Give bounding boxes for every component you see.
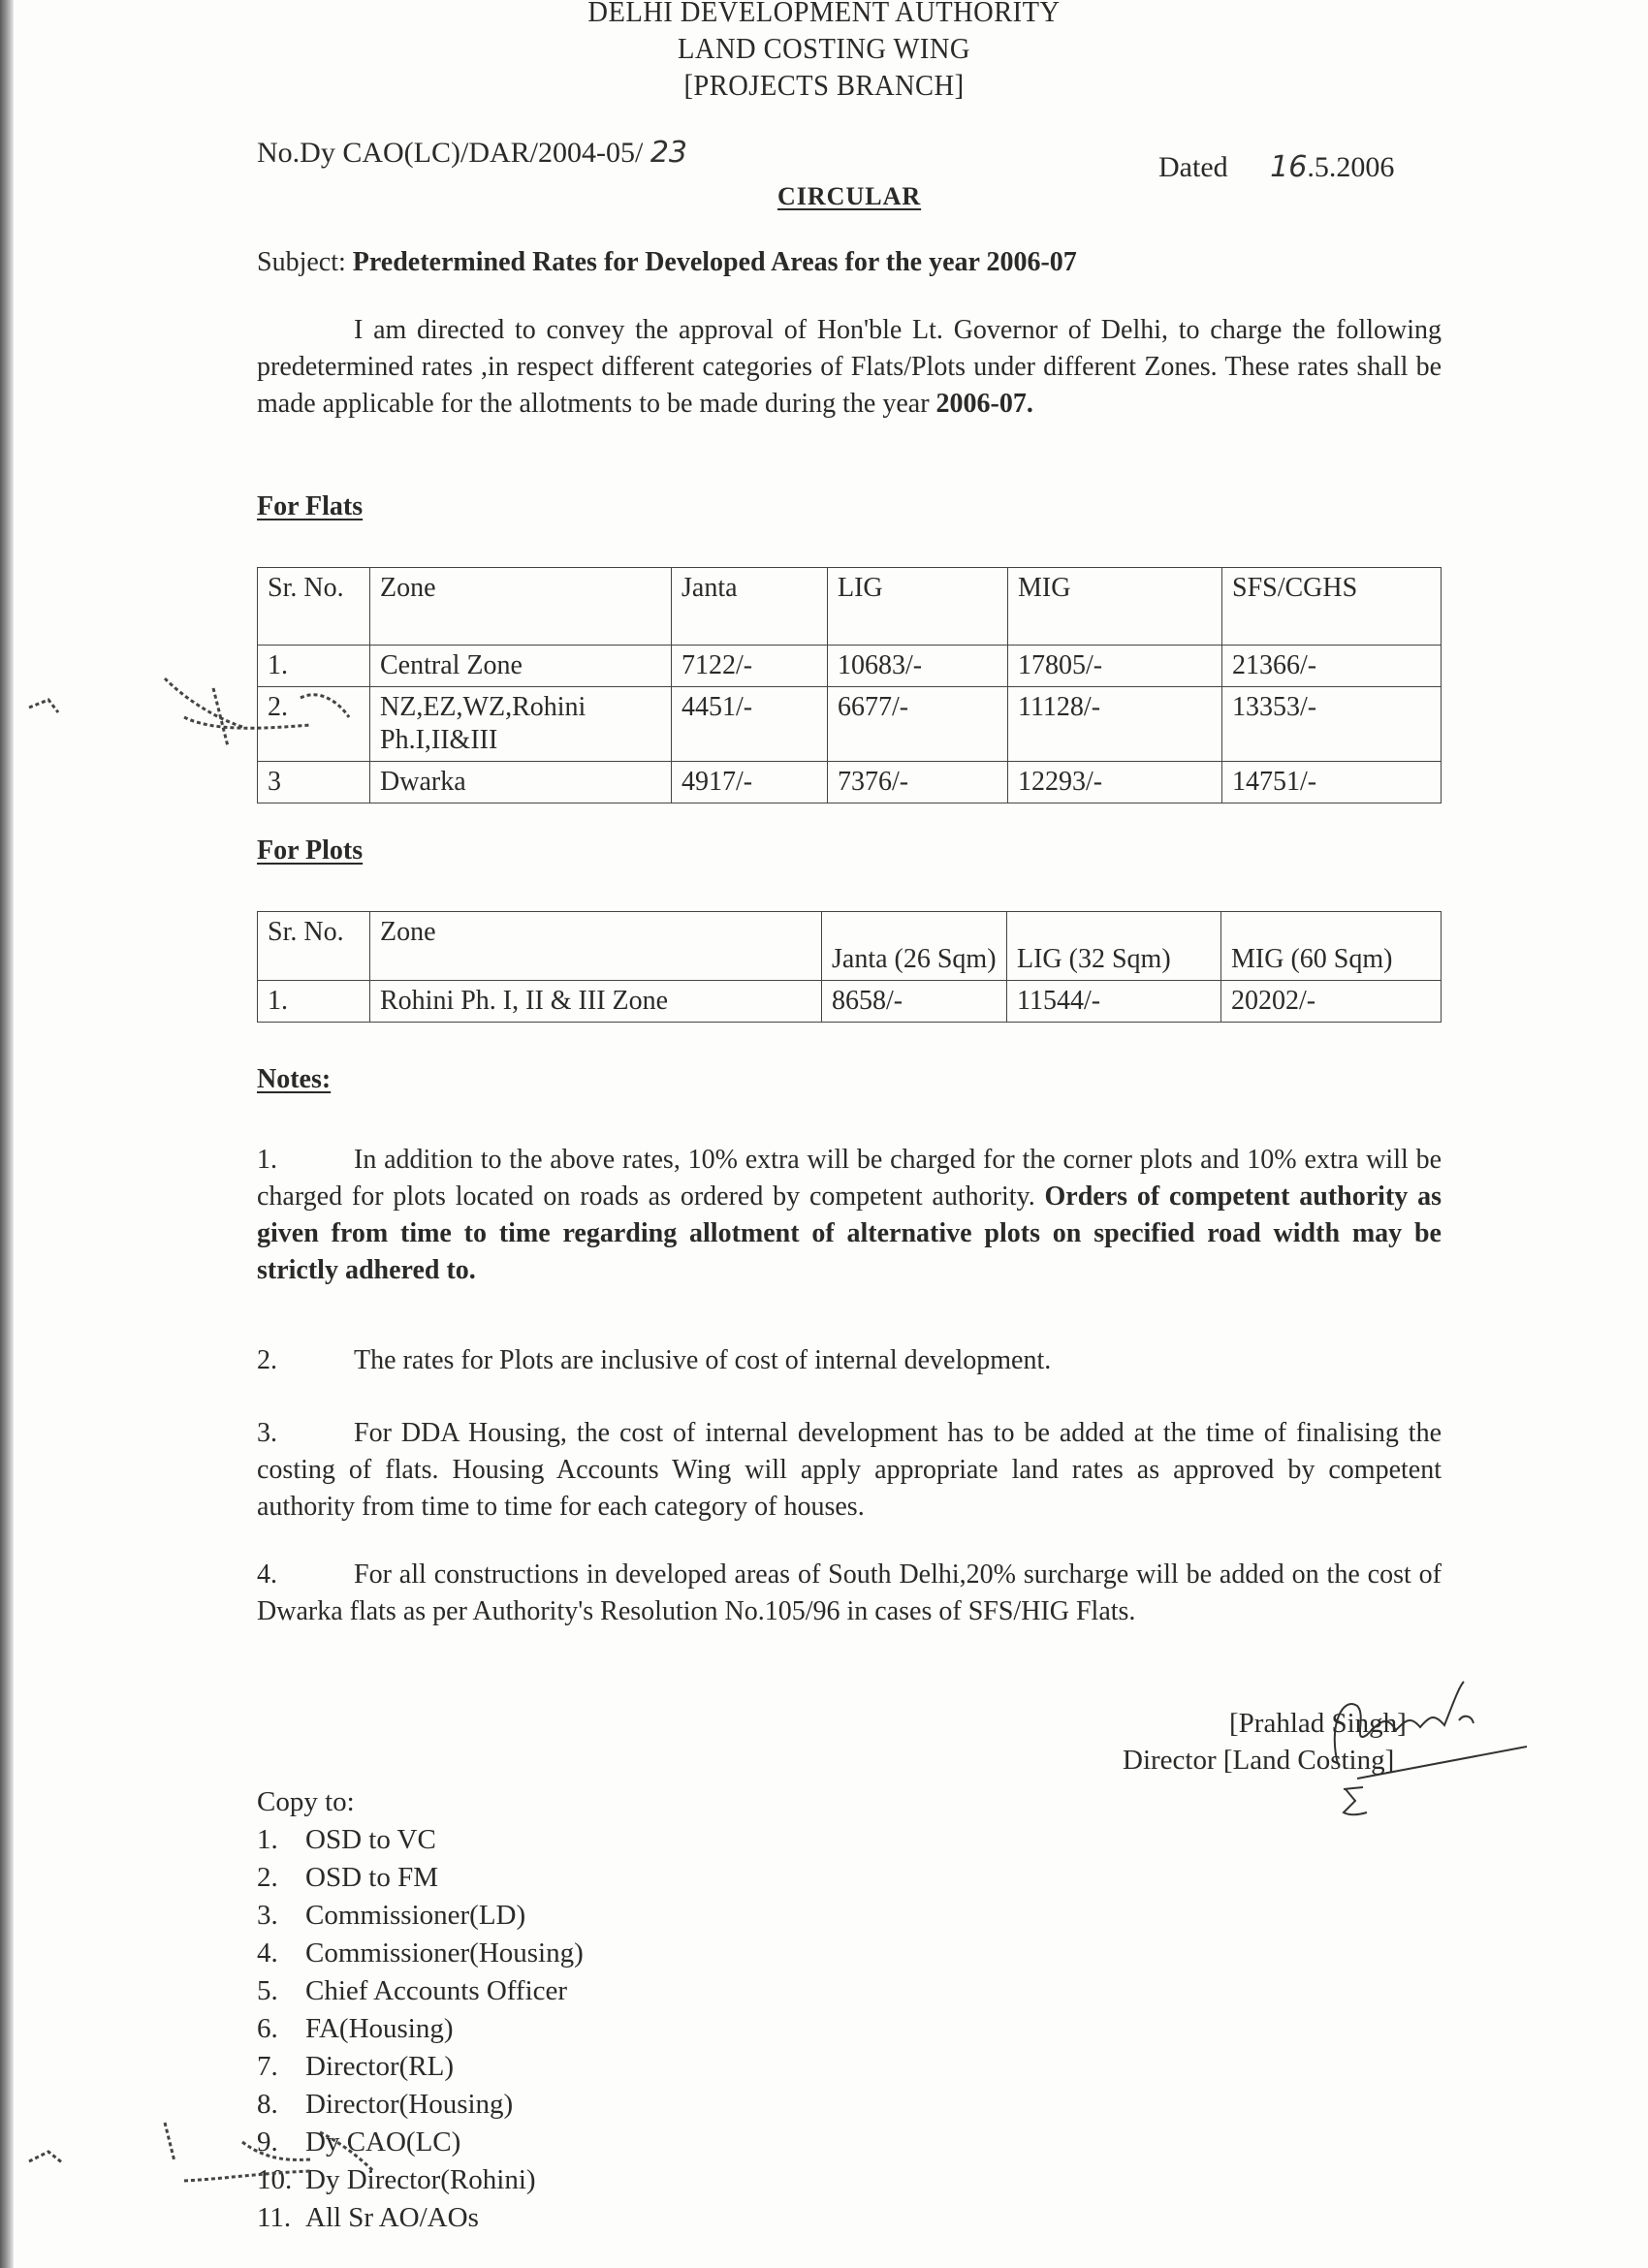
flats-heading: For Flats (257, 491, 364, 521)
list-item-number: 6. (257, 2013, 278, 2044)
list-item-number: 11. (257, 2202, 292, 2233)
signatory-designation: Director [Land Costing] (1123, 1745, 1395, 1776)
list-item (257, 1972, 584, 2010)
notes-heading: Notes: (257, 1064, 332, 1094)
column-header: Janta (26 Sqm) (822, 912, 1007, 981)
column-header: LIG (828, 568, 1008, 646)
scan-edge-shadow (0, 0, 14, 2268)
note-number: 4. (257, 1559, 277, 1590)
plots-table (257, 911, 1442, 1023)
list-item-number: 4. (257, 1937, 278, 1969)
note-item (257, 1142, 1442, 1289)
list-item-number: 9. (257, 2126, 278, 2158)
column-header: SFS/CGHS (1222, 568, 1442, 646)
copy-to-heading: Copy to: (257, 1786, 355, 1817)
list-item-text: OSD to FM (305, 1862, 438, 1893)
table-cell: Dwarka (370, 762, 672, 803)
list-item-number: 2. (257, 1862, 278, 1893)
column-header: Sr. No. (258, 568, 370, 646)
table-row (258, 646, 1442, 687)
subject-label: Subject: (257, 247, 346, 277)
list-item (257, 1935, 584, 1972)
column-header: Janta (672, 568, 828, 646)
list-item (257, 2010, 584, 2048)
column-header: LIG (32 Sqm) (1007, 912, 1221, 981)
note-item (257, 1557, 1442, 1630)
note-number: 1. (257, 1145, 277, 1175)
table-header-row (258, 912, 1442, 981)
table-cell: 14751/- (1222, 762, 1442, 803)
wing-name: LAND COSTING WING (678, 31, 970, 65)
circular-title: CIRCULAR (777, 182, 922, 210)
table-cell: 11544/- (1007, 981, 1221, 1023)
table-cell: 1. (258, 981, 370, 1023)
table-cell: 4451/- (672, 687, 828, 762)
intro-text: I am directed to convey the approval of Hon'ble Lt. Governor of Delhi, to charge the following predetermined rates ,in respect different categories of Flats/Plots under different Zones. These rates shall be made applicable for the allotments to be made during the year (257, 315, 1442, 419)
list-item-number: 7. (257, 2051, 278, 2082)
list-item-text: All Sr AO/AOs (305, 2202, 479, 2233)
table-row (258, 762, 1442, 803)
subject-line (257, 247, 1077, 278)
table-header-row (258, 568, 1442, 646)
dated-rest: .5.2006 (1307, 151, 1395, 183)
list-item (257, 1821, 584, 1859)
column-header: Zone (370, 568, 672, 646)
table-cell: NZ,EZ,WZ,Rohini Ph.I,II&III (370, 687, 672, 762)
list-item-text: Dy Director(Rohini) (305, 2164, 536, 2195)
table-cell: 12293/- (1008, 762, 1222, 803)
note-text: For DDA Housing, the cost of internal development has to be added at the time of finalising the costing of flats. Housing Accounts Wing will apply appropriate land rates as approved by competent authority from time to time for each category of houses. (257, 1418, 1442, 1522)
intro-paragraph (257, 312, 1442, 423)
list-item-text: Dy CAO(LC) (305, 2126, 461, 2158)
list-item-text: Commissioner(LD) (305, 1900, 526, 1931)
list-item-text: FA(Housing) (305, 2013, 454, 2044)
note-bold-text: Orders of competent authority as given from time to time regarding allotment of alternative plots on specified road width may be strictly adhered to. (257, 1181, 1442, 1285)
table-cell: Rohini Ph. I, II & III Zone (370, 981, 822, 1023)
table-cell: 4917/- (672, 762, 828, 803)
org-name: DELHI DEVELOPMENT AUTHORITY (587, 0, 1061, 28)
table-cell: 20202/- (1221, 981, 1442, 1023)
table-row (258, 687, 1442, 762)
dated-label: Dated (1158, 151, 1228, 183)
table-cell: 2. (258, 687, 370, 762)
list-item-text: Commissioner(Housing) (305, 1937, 584, 1969)
initials-mark (1336, 1783, 1375, 1822)
table-cell: 6677/- (828, 687, 1008, 762)
table-cell: 21366/- (1222, 646, 1442, 687)
dated-handwritten-day: 16 (1270, 150, 1308, 184)
table-cell: 17805/- (1008, 646, 1222, 687)
list-item-number: 5. (257, 1975, 278, 2006)
list-item-text: Director(RL) (305, 2051, 454, 2082)
list-item (257, 1859, 584, 1897)
table-cell: Central Zone (370, 646, 672, 687)
column-header: Sr. No. (258, 912, 370, 981)
dated-line (1158, 150, 1394, 184)
reference-prefix: No.Dy CAO(LC)/DAR/2004-05/ (257, 137, 644, 169)
list-item-number: 1. (257, 1824, 278, 1855)
table-cell: 1. (258, 646, 370, 687)
column-header: MIG (60 Sqm) (1221, 912, 1442, 981)
stamp-smudge (19, 659, 388, 775)
reference-number (257, 136, 687, 170)
list-item (257, 1897, 584, 1935)
table-cell: 7376/- (828, 762, 1008, 803)
note-item (257, 1342, 1442, 1379)
list-item-text: Director(Housing) (305, 2089, 514, 2120)
plots-heading: For Plots (257, 835, 364, 866)
list-item (257, 2048, 584, 2086)
list-item-text: OSD to VC (305, 1824, 436, 1855)
note-number: 2. (257, 1345, 277, 1375)
intro-year: 2006-07. (935, 389, 1033, 419)
reference-handwritten-number: 23 (650, 136, 688, 170)
note-item (257, 1415, 1442, 1526)
table-cell: 11128/- (1008, 687, 1222, 762)
subject-text: Predetermined Rates for Developed Areas for the year 2006-07 (352, 247, 1077, 277)
column-header: Zone (370, 912, 822, 981)
stamp-smudge (19, 2103, 388, 2210)
table-cell: 3 (258, 762, 370, 803)
list-item-text: Chief Accounts Officer (305, 1975, 568, 2006)
list-item-number: 10. (257, 2164, 293, 2195)
note-number: 3. (257, 1418, 277, 1448)
branch-name: [PROJECTS BRANCH] (683, 68, 965, 102)
signatory-name: [Prahlad Singh] (1229, 1708, 1407, 1739)
flats-table (257, 567, 1442, 803)
list-item-number: 3. (257, 1900, 278, 1931)
note-text: The rates for Plots are inclusive of cost of internal development. (354, 1345, 1052, 1375)
table-cell: 10683/- (828, 646, 1008, 687)
note-text: For all constructions in developed areas of South Delhi,20% surcharge will be added on the cost of Dwarka flats as per Authority's Resolution No.105/96 in cases of SFS/HIG Flats. (257, 1559, 1442, 1626)
table-row (258, 981, 1442, 1023)
table-cell: 7122/- (672, 646, 828, 687)
table-cell: 13353/- (1222, 687, 1442, 762)
table-cell: 8658/- (822, 981, 1007, 1023)
list-item-number: 8. (257, 2089, 278, 2120)
column-header: MIG (1008, 568, 1222, 646)
note-text: In addition to the above rates, 10% extra will be charged for the corner plots and 10% extra will be charged for plots located on roads as ordered by competent authority. (257, 1145, 1442, 1212)
